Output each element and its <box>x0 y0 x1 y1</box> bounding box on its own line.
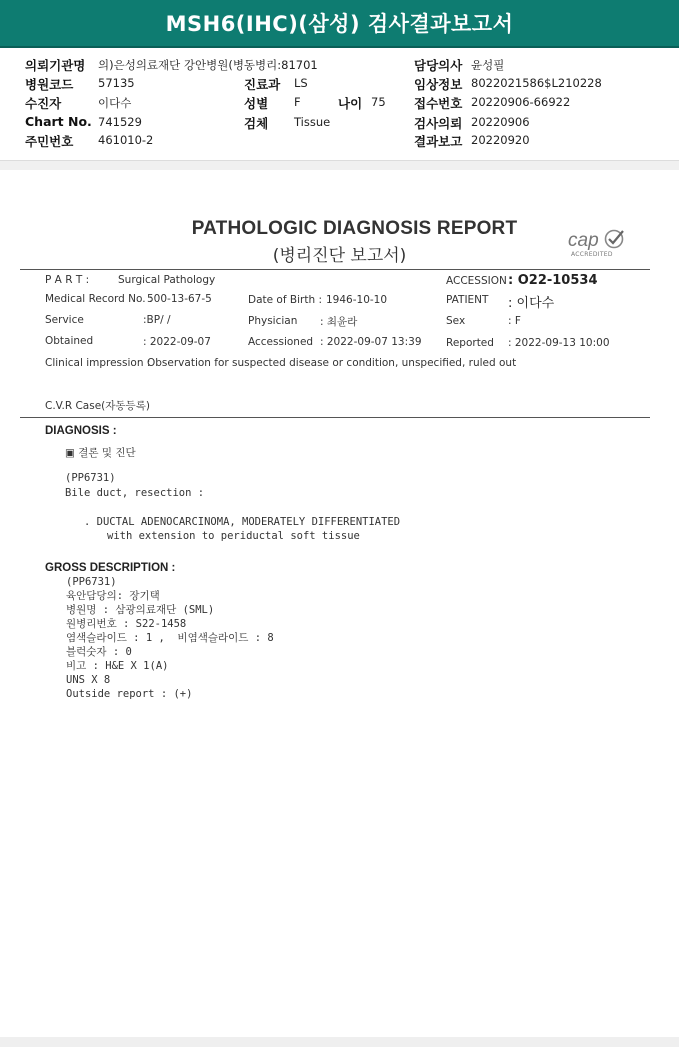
gross-line: 비고 : H&E X 1(A) <box>66 660 169 672</box>
physician-value: 윤성필 <box>471 58 505 72</box>
clinical-impression-value: Observation for suspected disease or condition, unspecified, ruled out <box>147 357 517 369</box>
resident-no-label: 주민번호 <box>25 134 74 149</box>
part-value: Surgical Pathology <box>118 274 216 286</box>
gross-line: Outside report : (+) <box>66 688 193 700</box>
section-divider <box>0 160 679 170</box>
patient-value: : 이다수 <box>508 296 555 311</box>
age-label: 나이 <box>338 96 363 111</box>
report-date-value: 20220920 <box>471 133 530 147</box>
sex-value: F <box>294 95 301 109</box>
diagnosis-heading: DIAGNOSIS : <box>45 425 117 437</box>
gross-line: 염색슬라이드 : 1 , 비염색슬라이드 : 8 <box>66 632 274 644</box>
age-value: 75 <box>371 95 386 109</box>
patient-name-value: 이다수 <box>98 96 132 110</box>
dob-label: Date of Birth : <box>248 294 322 306</box>
reported-label: Reported <box>446 337 494 349</box>
request-date-value: 20220906 <box>471 115 530 129</box>
specimen-label: 검체 <box>244 116 269 131</box>
patient-label: PATIENT <box>446 294 489 306</box>
report-mid-rule <box>20 417 650 418</box>
clinical-info-label: 임상정보 <box>414 77 463 92</box>
hospital-code-label: 병원코드 <box>25 77 74 92</box>
gross-heading: GROSS DESCRIPTION : <box>45 562 176 574</box>
clinical-impression-label: Clinical impression : <box>45 357 151 369</box>
cvr-case: C.V.R Case(자동등록) <box>45 400 150 412</box>
gross-line: 육안담당의: 장기택 <box>66 590 160 602</box>
mrn-value: 500-13-67-5 <box>147 293 212 305</box>
receipt-no-label: 접수번호 <box>414 96 463 111</box>
page-bottom-bar <box>0 1037 679 1047</box>
pathology-report <box>0 170 679 1040</box>
chart-no-label: Chart No. <box>25 114 92 129</box>
institution-label: 의뢰기관명 <box>25 58 86 73</box>
sex-field-label: Sex <box>446 315 466 327</box>
report-top-rule <box>20 269 650 270</box>
gross-line: (PP6731) <box>66 576 117 588</box>
report-date-label: 결과보고 <box>414 134 463 149</box>
obtained-label: Obtained <box>45 335 94 347</box>
dob-value: 1946-10-10 <box>326 294 388 306</box>
report-subtitle: (병리진단 보고서) <box>272 246 407 266</box>
reported-value: : 2022-09-13 10:00 <box>508 337 610 349</box>
physician-label: 담당의사 <box>414 58 463 73</box>
part-label: P A R T : <box>45 274 90 286</box>
diagnosis-specimen: Bile duct, resection : <box>65 487 205 499</box>
patient-name-label: 수진자 <box>25 96 62 111</box>
diagnosis-line-1: . DUCTAL ADENOCARCINOMA, MODERATELY DIFFERENTIATED <box>84 516 401 528</box>
accessioned-value: : 2022-09-07 13:39 <box>320 336 422 348</box>
report-banner <box>0 0 679 48</box>
physician-field-label: Physician <box>248 315 298 327</box>
gross-line: 블럭숫자 : 0 <box>66 646 132 658</box>
institution-value: 의)은성의료재단 강안병원(병동병리:81701 <box>98 58 318 72</box>
cap-logo-text: cap <box>568 230 599 251</box>
department-label: 진료과 <box>244 77 281 92</box>
diagnosis-line-2: with extension to periductal soft tissue <box>107 530 360 542</box>
mrn-label: Medical Record No. : <box>45 293 153 305</box>
hospital-code-value: 57135 <box>98 76 135 90</box>
clinical-info-value: 8022021586$L210228 <box>471 76 602 90</box>
accessioned-label: Accessioned <box>248 336 314 348</box>
chart-no-value: 741529 <box>98 115 142 129</box>
page-title: MSH6(IHC)(삼성) 검사결과보고서 <box>165 12 514 36</box>
department-value: LS <box>294 76 308 90</box>
report-title: PATHOLOGIC DIAGNOSIS REPORT <box>191 218 518 239</box>
checkmark-icon <box>602 228 626 250</box>
resident-no-value: 461010-2 <box>98 133 154 147</box>
request-date-label: 검사의뢰 <box>414 116 463 131</box>
accession-value: : O22-10534 <box>508 273 598 288</box>
sex-field-value: : F <box>508 315 521 327</box>
service-value: :BP/ / <box>143 314 171 326</box>
gross-line: 원병리번호 : S22-1458 <box>66 618 187 630</box>
request-info-panel <box>0 48 679 160</box>
service-label: Service <box>45 314 84 326</box>
cap-accredited-text: ACCREDITED <box>571 251 613 258</box>
accession-label: ACCESSION <box>446 275 507 287</box>
diagnosis-code: (PP6731) <box>65 472 116 484</box>
gross-line: 병원명 : 삼광의료재단 (SML) <box>66 604 215 616</box>
sex-label: 성별 <box>244 96 269 111</box>
cap-accredited-logo <box>568 230 628 260</box>
obtained-value: : 2022-09-07 <box>143 336 211 348</box>
physician-field-value: : 최윤라 <box>320 316 358 328</box>
specimen-value: Tissue <box>294 115 331 129</box>
diagnosis-subheading: ▣ 결론 및 진단 <box>65 447 136 459</box>
gross-line: UNS X 8 <box>66 674 111 686</box>
receipt-no-value: 20220906-66922 <box>471 95 571 109</box>
